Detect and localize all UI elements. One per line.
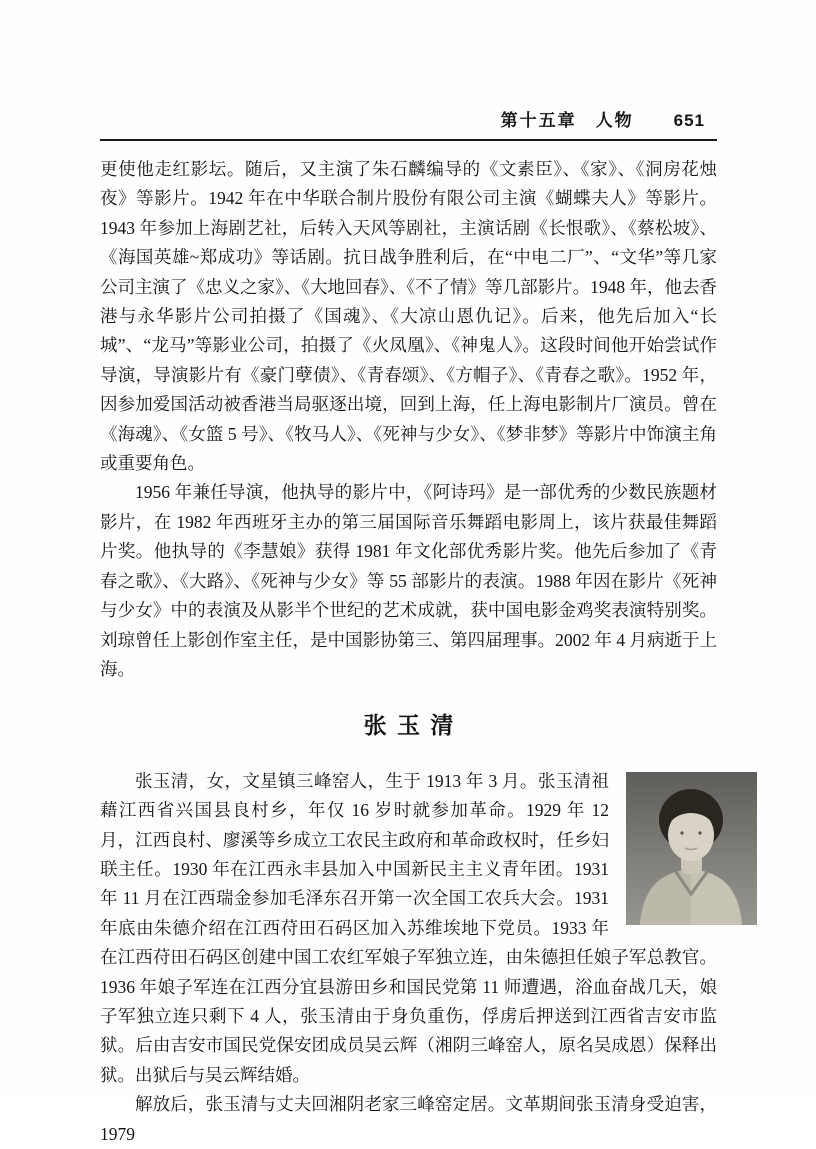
portrait-photo-illustration (626, 772, 757, 925)
paragraph-2: 1956 年兼任导演，他执导的影片中，《阿诗玛》是一部优秀的少数民族题材影片，在 1982 年西班牙主办的第三届国际音乐舞蹈电影周上，该片获最佳舞蹈片奖。他执导的《李慧娘》获得 1981 年文化部优秀影片奖。他先后参加了《青春之歌》、《大路》、《死神与少女》等 55 部影片的表演。1988 年因在影片《死神与少女》中的表演及从影半个世纪的艺术成就，获中国电影金鸡奖表演特别奖。刘琼曾任上影创作室主任，是中国影协第三、第四届理事。2002 年 4 月病逝于上海。 (100, 482, 717, 679)
section-title: 张玉清 (363, 713, 464, 739)
page-header (100, 106, 717, 139)
chapter-title: 第十五章 人物 (500, 111, 634, 130)
paragraph-4: 解放后，张玉清与丈夫回湘阴老家三峰窑定居。文革期间张玉清身受迫害，1979 (100, 1094, 717, 1144)
portrait-photo (626, 772, 757, 925)
paragraph-3: 张玉清，女，文星镇三峰窑人，生于 1913 年 3 月。张玉清祖藉江西省兴国县良村乡，年仅 16 岁时就参加革命。1929 年 12 月，江西良村、廖溪等乡成立工农民主政府和革命政权时，任乡妇联主任。1930 年在江西永丰县加入中国新民主主义青年团。1931 年 11 月在江西瑞金参加毛泽东召开第一次全国工农兵大会。1931 年底由朱德介绍在江西苻田石码区加入苏维埃地下党员。1933 年在江西苻田石码区创建中国工农红军娘子军独立连，由朱德担任娘子军总教官。1936 年娘子军连在江西分宜县游田乡和国民党第 11 师遭遇，浴血奋战几天，娘子军独立连只剩下 4 人，张玉清由于身负重伤，俘虏后押送到江西省吉安市监狱。后由吉安市国民党保安团成员吴云辉（湘阴三峰窑人，原名吴成恩）保释出狱。出狱后与吴云辉结婚。 (100, 770, 717, 1085)
body-text (100, 155, 717, 1149)
paragraph-1: 更使他走红影坛。随后，又主演了朱石麟编导的《文素臣》、《家》、《洞房花烛夜》等影片。1942 年在中华联合制片股份有限公司主演《蝴蝶夫人》等影片。1943 年参加上海剧艺社，后转入天风等剧社，主演话剧《长恨歌》、《蔡松坡》、《海国英雄~郑成功》等话剧。抗日战争胜利后，在“中电二厂”、“文华”等几家公司主演了《忠义之家》、《大地回春》、《不了情》等几部影片。1948 年，他去香港与永华影片公司拍摄了《国魂》、《大凉山恩仇记》。后来，他先后加入“长城”、“龙马”等影业公司，拍摄了《火凤凰》、《神鬼人》。这段时间他开始尝试作导演，导演影片有《豪门孽债》、《青春颂》、《方帽子》、《青春之歌》。1952 年，因参加爱国活动被香港当局驱逐出境，回到上海，任上海电影制片厂演员。曾在《海魂》、《女篮 5 号》、《牧马人》、《死神与少女》、《梦非梦》等影片中饰演主角或重要角色。 (100, 159, 717, 474)
biography-block (100, 767, 717, 1090)
page-number: 651 (673, 111, 705, 130)
header-rule (100, 139, 717, 141)
page-content (100, 106, 717, 1149)
